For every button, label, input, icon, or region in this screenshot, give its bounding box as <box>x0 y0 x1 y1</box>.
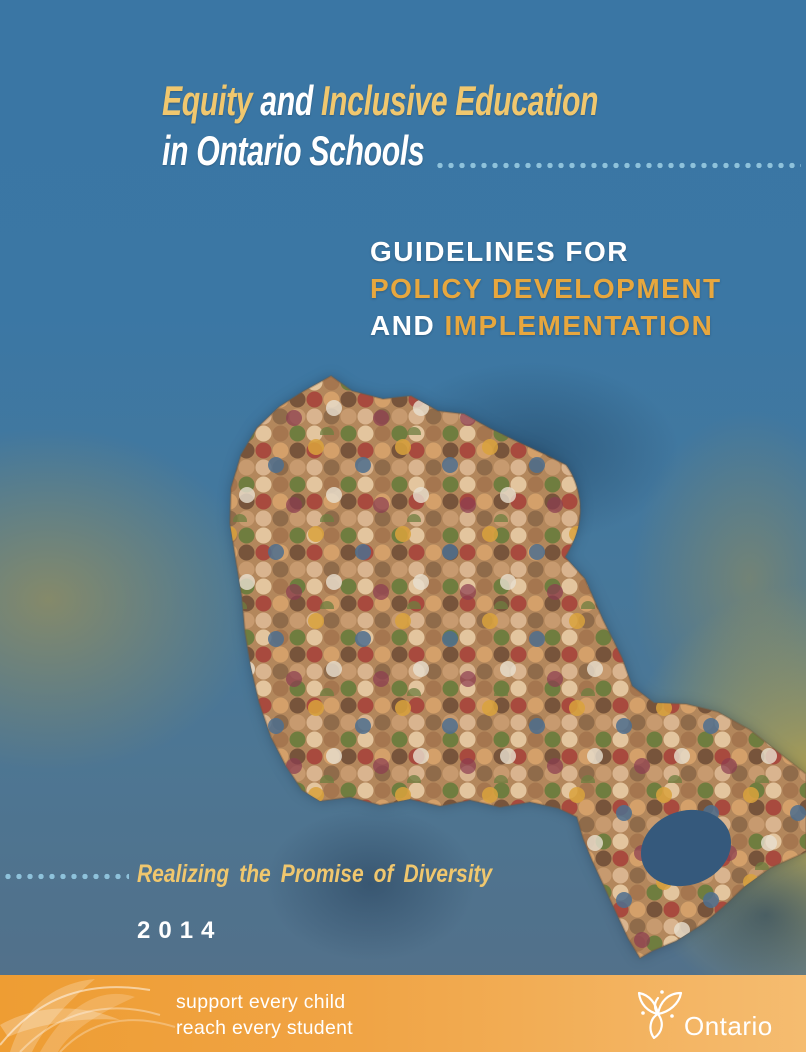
year-label: 2014 <box>137 917 223 944</box>
ontario-wordmark: Ontario <box>684 1011 773 1041</box>
subtitle-line-1: GUIDELINES FOR <box>370 236 630 267</box>
subtitle-line-3 <box>370 307 722 344</box>
tagline: Realizing the Promise of Diversity <box>137 860 493 888</box>
title-word-and: and <box>260 77 313 124</box>
trillium-icon <box>634 985 684 1039</box>
dotted-rule-bottom <box>5 873 129 880</box>
dotted-rule-top <box>437 162 801 169</box>
title-word-inclusive-education: Inclusive Education <box>321 77 599 124</box>
subtitle-and: AND <box>370 310 436 341</box>
title-line-2: in Ontario Schools <box>162 127 425 174</box>
title-word-equity: Equity <box>162 77 253 124</box>
subtitle-line-2: POLICY DEVELOPMENT <box>370 273 722 304</box>
ministry-motto <box>176 989 353 1041</box>
cover-subtitle <box>370 233 722 344</box>
motto-line-1: support every child <box>176 991 346 1013</box>
cover-title <box>162 76 768 176</box>
title-line-1 <box>162 76 768 126</box>
ontario-government-logo <box>634 985 794 1045</box>
footer-bar <box>0 975 806 1052</box>
subtitle-implementation: IMPLEMENTATION <box>444 310 714 341</box>
swoosh-graphic <box>0 975 190 1052</box>
motto-line-2: reach every student <box>176 1017 353 1039</box>
